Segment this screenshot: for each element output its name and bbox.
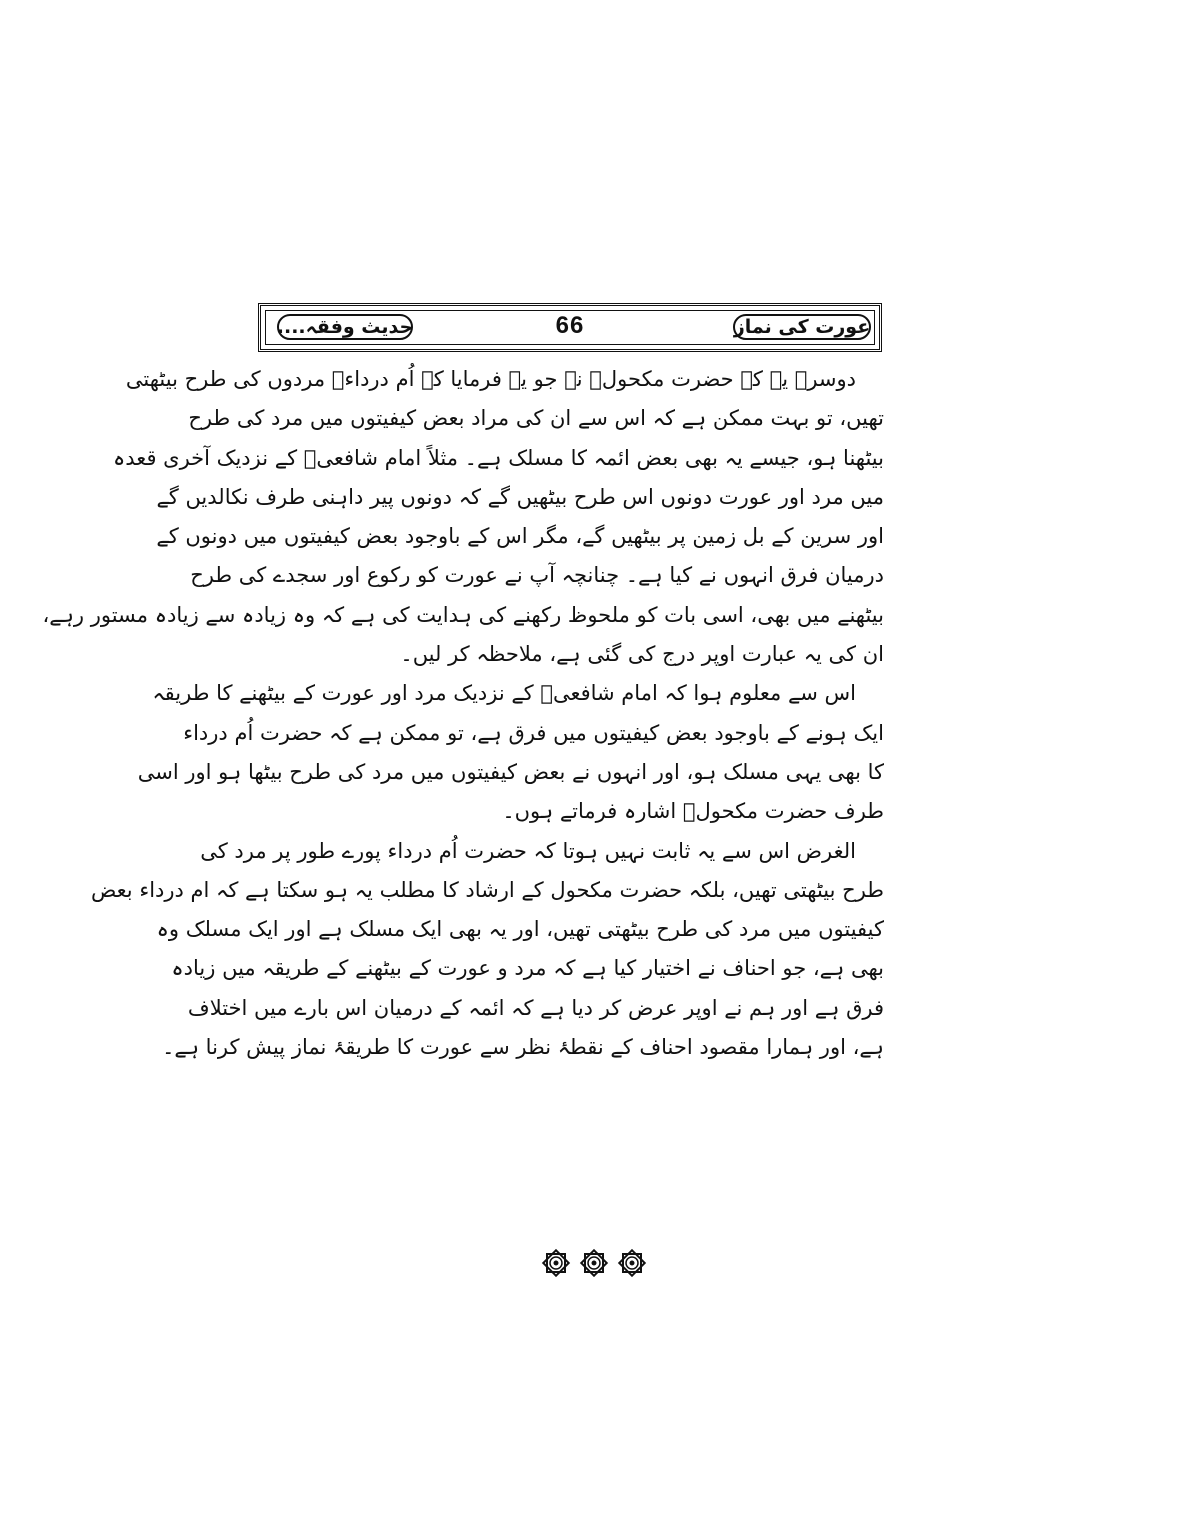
text-line: ان کی یہ عبارت اوپر درج کی گئی ہے، ملاحظہ کر لیں۔ [400,642,884,667]
page-header [258,303,882,352]
star-ornament-icon [541,1248,571,1278]
text-line: تھیں، تو بہت ممکن ہے کہ اس سے ان کی مراد بعض کیفیتوں میں مرد کی طرح [188,406,884,431]
book-title-badge: عورت کی نماز [733,316,871,338]
text-line: طرف حضرت مکحولؒ اشارہ فرماتے ہوں۔ [502,799,884,824]
text-line: الغرض اس سے یہ ثابت نہیں ہوتا کہ حضرت اُم درداء پورے طور پر مرد کی [200,838,856,863]
text-line: درمیان فرق انہوں نے کیا ہے۔ چنانچہ آپ نے عورت کو رکوع اور سجدے کی طرح [190,563,884,588]
text-line: فرق ہے اور ہم نے اوپر عرض کر دیا ہے کہ ائمہ کے درمیان اس بارے میں اختلاف [187,995,884,1020]
page-number: 66 [555,312,585,339]
text-line: میں مرد اور عورت دونوں اس طرح بیٹھیں گے کہ دونوں پیر داہنی طرف نکالدیں گے [156,484,884,509]
text-line: کا بھی یہی مسلک ہو، اور انہوں نے بعض کیفیتوں میں مرد کی طرح بیٹھا ہو اور اسی [137,759,884,784]
body-text [42,360,884,1067]
text-line: ہے، اور ہمارا مقصود احناف کے نقطۂ نظر سے عورت کا طریقۂ نماز پیش کرنا ہے۔ [162,1035,884,1060]
star-ornament-icon [617,1248,647,1278]
text-line: بھی ہے، جو احناف نے اختیار کیا ہے کہ مرد و عورت کے بیٹھنے کے طریقہ میں زیادہ [171,956,884,981]
text-line: بیٹھنا ہو، جیسے یہ بھی بعض ائمہ کا مسلک ہے۔ مثلاً امام شافعیؒ کے نزدیک آخری قعدہ [112,445,884,470]
text-line: اس سے معلوم ہوا کہ امام شافعیؒ کے نزدیک مرد اور عورت کے بیٹھنے کا طریقہ [152,681,856,706]
text-line: طرح بیٹھتی تھیں، بلکہ حضرت مکحول کے ارشاد کا مطلب یہ ہو سکتا ہے کہ ام درداء بعض [90,877,884,902]
text-line: دوسرے یہ کہ حضرت مکحولؒ نے جو یہ فرمایا کہ اُم درداءؒ مردوں کی طرح بیٹھتی [125,367,856,391]
text-line: بیٹھنے میں بھی، اسی بات کو ملحوظ رکھنے کی ہدایت کی ہے کہ وہ زیادہ سے زیادہ مستور رہے، [42,602,884,627]
star-ornament-icon [579,1248,609,1278]
section-title-badge: حدیث وفقہ.... [276,316,414,338]
text-line: ایک ہونے کے باوجود بعض کیفیتوں میں فرق ہے، تو ممکن ہے کہ حضرت اُم درداء [183,720,884,745]
text-line: کیفیتوں میں مرد کی طرح بیٹھتی تھیں، اور یہ بھی ایک مسلک ہے اور ایک مسلک وہ [156,917,884,942]
text-line: اور سرین کے بل زمین پر بیٹھیں گے، مگر اس کے باوجود بعض کیفیتوں میں دونوں کے [156,524,884,549]
end-ornaments [0,1248,1187,1278]
